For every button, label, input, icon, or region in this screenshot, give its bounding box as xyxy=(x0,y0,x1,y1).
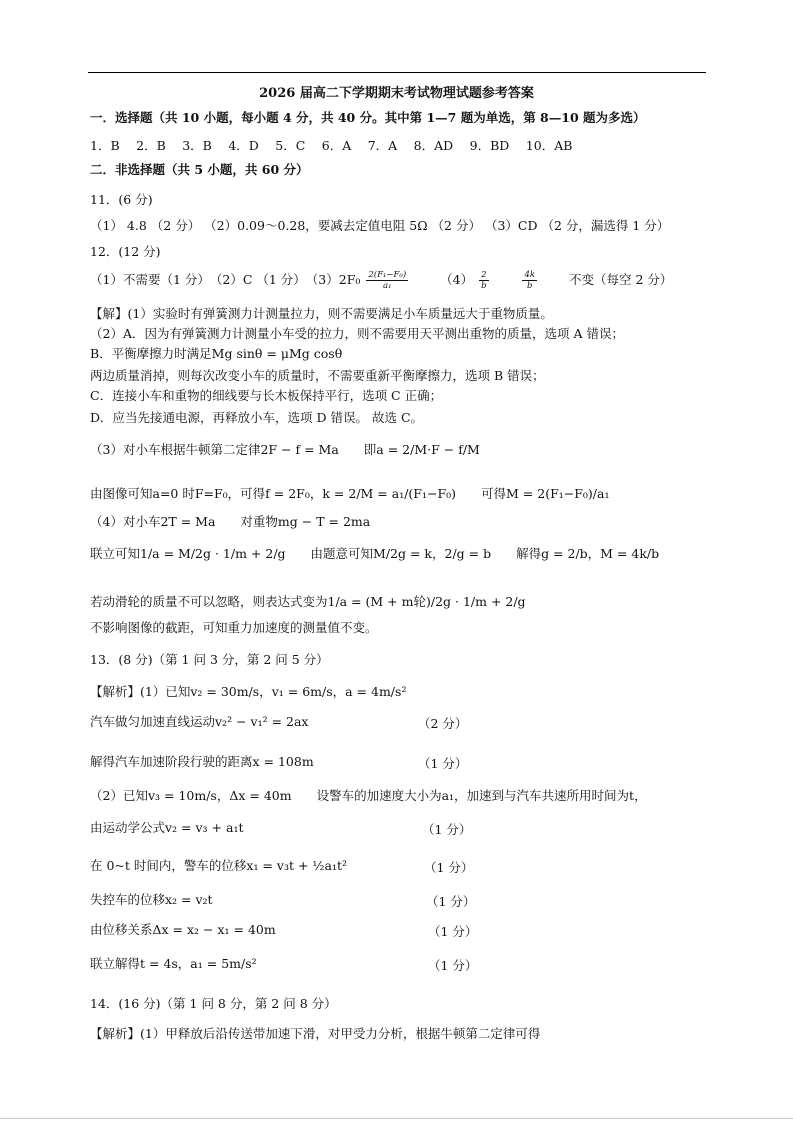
q12-fraction-3-den: b xyxy=(527,281,533,291)
q13-points-8: （1 分） xyxy=(428,924,478,939)
header-rule xyxy=(88,72,706,73)
q13-points-3: （1 分） xyxy=(418,756,468,771)
q12-solution-line-10: 联立可知1/a = M/2g · 1/m + 2/g 由题意可知M/2g = k，2/g = b 解得g = 2/b，M = 4k/b xyxy=(90,546,660,561)
q13-points-2: （2 分） xyxy=(418,716,468,731)
q13-solution-line-6: 在 0~t 时间内，警车的位移x₁ = v₃t + ½a₁t² xyxy=(90,858,348,873)
q12-solution-line-5: C．连接小车和重物的细线要与长木板保持平行，选项 C 正确； xyxy=(90,388,443,403)
section2-heading: 二．非选择题（共 5 小题，共 60 分） xyxy=(90,162,309,177)
q12-solution-line-11: 若动滑轮的质量不可以忽略，则表达式变为1/a = (M + m轮)/2g · 1/m + 2/g xyxy=(90,594,526,609)
q13-solution-line-3: 解得汽车加速阶段行驶的距离x = 108m xyxy=(90,754,314,769)
q12-answers-part1: （1）不需要（1 分） （2）C （1 分） （3）2F₀ xyxy=(90,272,361,287)
q11-answers: （1） 4.8 （2 分） （2）0.09～0.28，要减去定值电阻 5Ω （2 分） （3）CD （2 分，漏选得 1 分） xyxy=(90,218,670,233)
q12-solution-line-12: 不影响图像的截距，可知重力加速度的测量值不变。 xyxy=(90,620,378,635)
q12-solution-line-1: 【解】(1）实验时有弹簧测力计测量拉力，则不需要满足小车质量远大于重物质量。 xyxy=(90,306,553,321)
section1-answers: 1．B 2．B 3．B 4．D 5．C 6．A 7．A 8．AD 9．BD 10．AB xyxy=(90,138,573,153)
q12-fraction-1-den: a₁ xyxy=(383,281,392,291)
q14-heading: 14．(16 分)（第 1 问 8 分，第 2 问 8 分） xyxy=(90,996,337,1011)
q13-solution-line-8: 由位移关系Δx = x₂ − x₁ = 40m xyxy=(90,922,276,937)
q12-fraction-3 xyxy=(522,270,537,291)
q14-solution-line-1: 【解析】(1）甲释放后沿传送带加速下滑，对甲受力分析，根据牛顿第二定律可得 xyxy=(90,1026,541,1041)
q12-fraction-1-num: 2(F₁−F₀) xyxy=(368,270,407,280)
q13-heading: 13．(8 分)（第 1 问 3 分，第 2 问 5 分） xyxy=(90,652,329,667)
q13-solution-line-4: （2）已知v₃ = 10m/s，Δx = 40m 设警车的加速度大小为a₁，加速到与汽车共速所用时间为t， xyxy=(90,788,647,803)
q12-fraction-2 xyxy=(479,270,488,291)
q13-points-6: （1 分） xyxy=(424,860,474,875)
q12-answers xyxy=(90,270,672,291)
q13-points-9: （1 分） xyxy=(428,958,478,973)
q12-answers-part3: 不变（每空 2 分） xyxy=(569,272,673,287)
page-bottom-edge xyxy=(0,1118,793,1119)
q12-fraction-3-num: 4k xyxy=(524,270,536,280)
q12-heading: 12．(12 分) xyxy=(90,244,161,259)
q12-fraction-2-num: 2 xyxy=(481,270,487,280)
q12-solution-line-7: （3）对小车根据牛顿第二定律2F − f = Ma 即a = 2/M·F − f/M xyxy=(90,442,480,457)
q12-fraction-1 xyxy=(366,270,408,291)
q13-solution-line-5: 由运动学公式v₂ = v₃ + a₁t xyxy=(90,820,244,835)
q13-solution-line-2: 汽车做匀加速直线运动v₂² − v₁² = 2ax xyxy=(90,714,309,729)
q12-solution-line-3: B．平衡摩擦力时满足Mg sinθ = μMg cosθ xyxy=(90,346,343,361)
section1-heading: 一．选择题（共 10 小题，每小题 4 分，共 40 分。其中第 1—7 题为单选，第 8—10 题为多选） xyxy=(90,110,646,125)
q12-solution-line-6: D．应当先接通电源，再释放小车，选项 D 错误。 故选 C。 xyxy=(90,410,424,425)
q11-heading: 11．(6 分) xyxy=(90,192,153,207)
q13-points-5: （1 分） xyxy=(422,822,472,837)
q12-solution-line-4: 两边质量消掉，则每次改变小车的质量时，不需要重新平衡摩擦力，选项 B 错误； xyxy=(90,368,545,383)
q13-solution-line-1: 【解析】(1）已知v₂ = 30m/s，v₁ = 6m/s，a = 4m/s² xyxy=(90,684,407,699)
q13-points-7: （1 分） xyxy=(426,894,476,909)
q13-solution-line-7: 失控车的位移x₂ = v₂t xyxy=(90,892,213,907)
q12-fraction-2-den: b xyxy=(481,281,487,291)
q12-solution-line-8: 由图像可知a=0 时F=F₀，可得f = 2F₀，k = 2/M = a₁/(F₁−F₀) 可得M = 2(F₁−F₀)/a₁ xyxy=(90,486,610,501)
page-title: 2026 届高二下学期期末考试物理试题参考答案 xyxy=(259,86,534,101)
q12-solution-line-2: （2）A．因为有弹簧测力计测量小车受的拉力，则不需要用天平测出重物的质量，选项 A 错误； xyxy=(90,326,624,341)
q12-solution-line-9: （4）对小车2T = Ma 对重物mg − T = 2ma xyxy=(90,514,371,529)
q13-solution-line-9: 联立解得t = 4s，a₁ = 5m/s² xyxy=(90,956,257,971)
q12-answers-part2: （4） xyxy=(440,272,474,287)
